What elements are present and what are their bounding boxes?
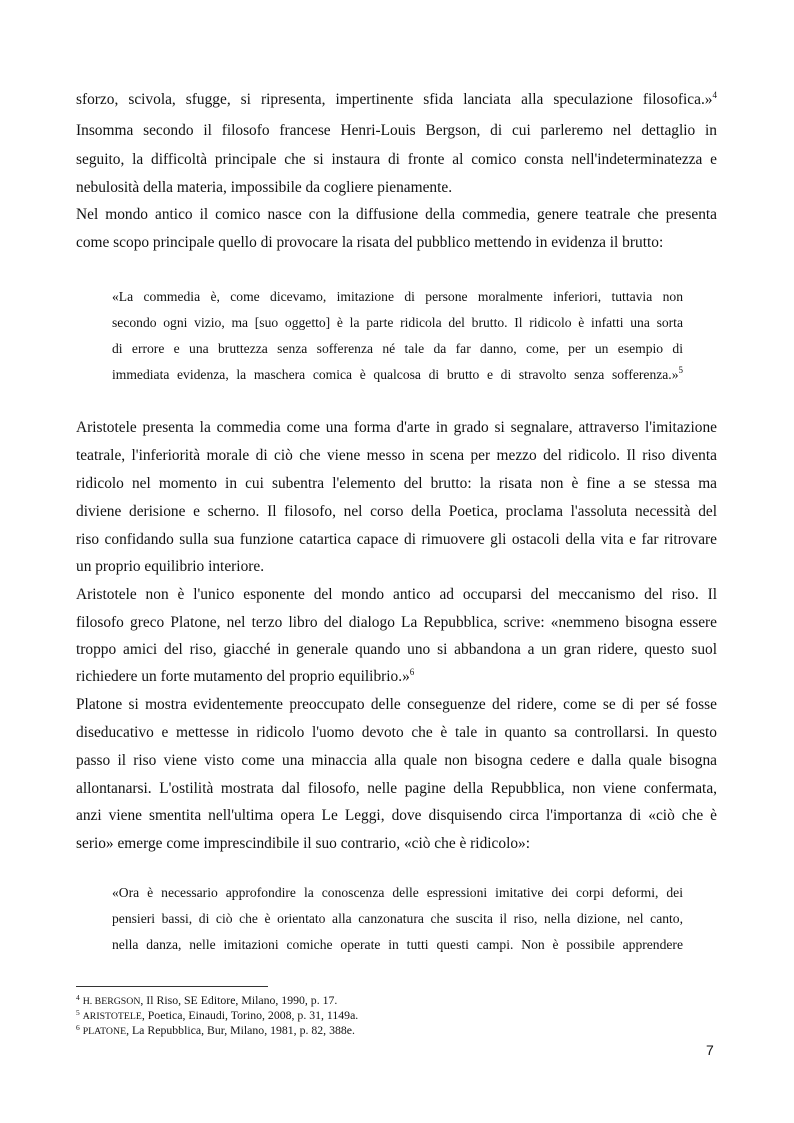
body-text-line: Nel mondo antico il comico nasce con la diffusione della commedia, genere teatrale che presenta <box>76 206 717 223</box>
footnote-ref: 5 <box>678 365 683 375</box>
body-text-line: filosofo greco Platone, nel terzo libro del dialogo La Repubblica, scrive: «nemmeno bisogna essere <box>76 614 717 631</box>
body-text-line: passo il riso viene visto come una minaccia alla quale non bisogna cedere e dalla quale bisogna <box>76 752 717 769</box>
body-text-line: anzi viene smentita nell'ultima opera Le Leggi, dove disquisendo circa l'importanza di «ciò che è <box>76 807 717 824</box>
body-text-line: ridicolo nel momento in cui subentra l'elemento del brutto: la risata non è fine a se stessa ma <box>76 475 717 492</box>
footnote: $^5$ ARISTOTELE, Poetica, Einaudi, Torino, 2008, p. 31, 1149a. <box>76 1008 359 1022</box>
body-text-line: troppo amici del riso, giacché in generale quando uno si abbandona a un gran ridere, questo suol <box>76 641 717 658</box>
body-text-line: Insomma secondo il filosofo francese Henri-Louis Bergson, di cui parleremo nel dettaglio in <box>76 122 717 139</box>
body-text-line: richiedere un forte mutamento del proprio equilibrio.»$^6$ <box>76 667 415 685</box>
footnote-ref: 6 <box>409 667 415 677</box>
body-text-line: serio» emerge come imprescindibile il suo contrario, «ciò che è ridicolo»: <box>76 835 531 852</box>
body-text-line: Platone si mostra evidentemente preoccupato delle conseguenze del ridere, come se di per sé fosse <box>76 696 717 713</box>
body-text-line: diviene derisione e scherno. Il filosofo, nel corso della Poetica, proclama l'assoluta necessità del <box>76 503 717 520</box>
page-number: 7 <box>706 1042 714 1058</box>
body-text-line: Aristotele presenta la commedia come una forma d'arte in grado si segnalare, attraverso l'imitazione <box>76 419 717 436</box>
block-quote-line: secondo ogni vizio, ma [suo oggetto] è la parte ridicola del brutto. Il ridicolo è infatti una sorta <box>112 315 683 330</box>
body-text-line: diseducativo e mettesse in ridicolo l'uomo devoto che è tale in quanto sa controllarsi. In questo <box>76 724 717 741</box>
footnote-separator <box>76 986 268 987</box>
block-quote-line: «Ora è necessario approfondire la conoscenza delle espressioni imitative dei corpi deformi, dei <box>112 885 683 900</box>
block-quote-line: nella danza, nelle imitazioni comiche operate in tutti questi campi. Non è possibile apprendere <box>112 937 683 952</box>
body-text-line: Aristotele non è l'unico esponente del mondo antico ad occuparsi del meccanismo del riso. Il <box>76 586 717 603</box>
body-text-line: come scopo principale quello di provocare la risata del pubblico mettendo in evidenza il brutto: <box>76 234 664 251</box>
body-text-line: sforzo, scivola, sfugge, si ripresenta, impertinente sfida lanciata alla speculazione filosofica.»$^4$ <box>76 90 717 108</box>
footnote: $^6$ PLATONE, La Repubblica, Bur, Milano, 1981, p. 82, 388e. <box>76 1023 355 1037</box>
body-text-line: allontanarsi. L'ostilità mostrata dal filosofo, nelle pagine della Repubblica, non viene confermata, <box>76 780 717 797</box>
footnote-ref: 4 <box>712 90 717 100</box>
block-quote-line: immediata evidenza, la maschera comica è qualcosa di brutto e di stravolto senza sofferenza.»$^5$ <box>112 365 683 382</box>
body-text-line: teatrale, l'inferiorità morale di ciò che viene messo in scena per mezzo del ridicolo. Il riso diventa <box>76 447 717 464</box>
block-quote-line: pensieri bassi, di ciò che è orientato alla canzonatura che suscita il riso, nella dizione, nel canto, <box>112 911 683 926</box>
body-text-line: nebulosità della materia, impossibile da cogliere pienamente. <box>76 179 453 196</box>
body-text-line: riso confidando sulla sua funzione catartica capace di rimuovere gli ostacoli della vita e far ritrovare <box>76 531 717 548</box>
body-text-line: seguito, la difficoltà principale che si instaura di fronte al comico consta nell'indeterminatezza e <box>76 151 717 168</box>
body-text-line: un proprio equilibrio interiore. <box>76 558 265 575</box>
footnote: $^4$ H. BERGSON, Il Riso, SE Editore, Milano, 1990, p. 17. <box>76 993 338 1007</box>
block-quote-line: di errore e una bruttezza senza sofferenza né tale da far danno, come, per un esempio di <box>112 341 683 356</box>
block-quote-line: «La commedia è, come dicevamo, imitazione di persone moralmente inferiori, tuttavia non <box>112 289 683 304</box>
